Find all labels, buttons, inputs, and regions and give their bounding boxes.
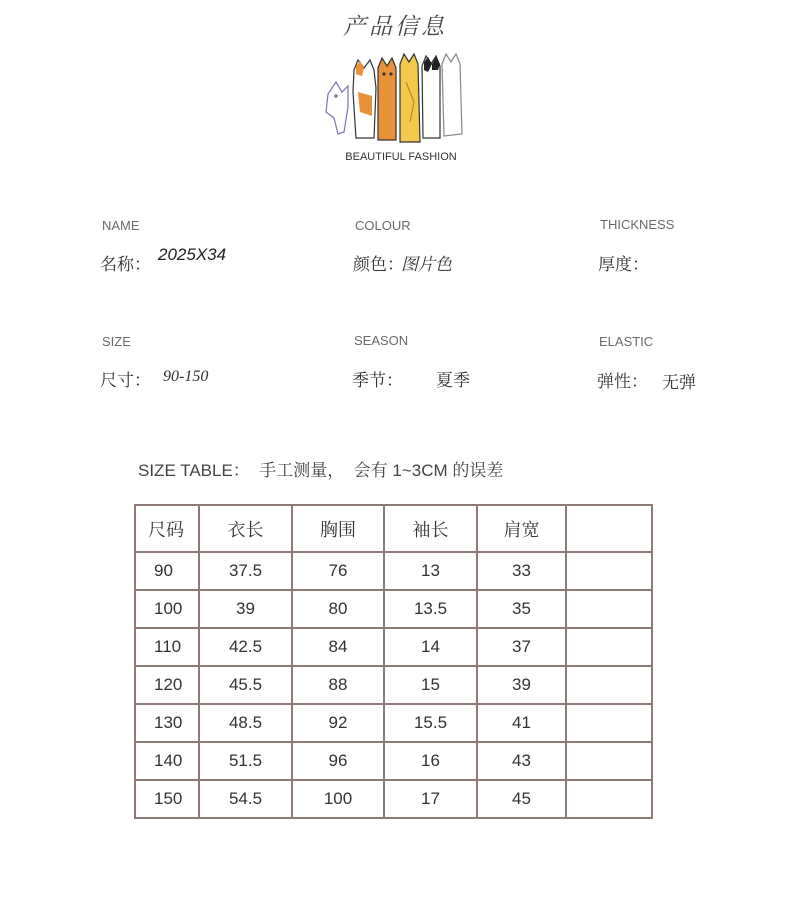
table-cell [566, 628, 652, 666]
size-value: 90-150 [163, 368, 209, 385]
size-table-heading: SIZE TABLE： 手工测量， 会有 1~3CM 的误差 [138, 461, 504, 480]
table-row [135, 742, 652, 780]
table-cell: 80 [292, 590, 384, 628]
table-cell: 92 [292, 704, 384, 742]
size-table [134, 504, 653, 819]
table-cell: 41 [477, 704, 566, 742]
colour-value: 图片色 [401, 255, 452, 275]
table-cell: 54.5 [199, 780, 292, 818]
season-en-label: SEASON [354, 333, 409, 348]
table-cell [566, 552, 652, 590]
column-header: 肩宽 [477, 505, 566, 552]
table-cell [566, 666, 652, 704]
name-label: 名称： [100, 255, 151, 275]
table-cell: 110 [135, 628, 199, 666]
name-value: 2025X34 [158, 245, 227, 264]
table-row [135, 666, 652, 704]
brand-logo-text: BEAUTIFUL FASHION [345, 151, 457, 163]
table-cell [566, 780, 652, 818]
table-cell: 15 [384, 666, 477, 704]
table-cell: 96 [292, 742, 384, 780]
table-cell: 39 [477, 666, 566, 704]
table-cell: 35 [477, 590, 566, 628]
size-label: 尺寸： [100, 371, 151, 391]
name-en-label: NAME [102, 218, 140, 233]
table-cell [566, 704, 652, 742]
table-cell: 13 [384, 552, 477, 590]
table-row [135, 552, 652, 590]
table-cell: 48.5 [199, 704, 292, 742]
table-cell: 39 [199, 590, 292, 628]
table-cell: 130 [135, 704, 199, 742]
elastic-en-label: ELASTIC [599, 334, 654, 349]
page-title: 产品信息 [343, 14, 447, 40]
elastic-label: 弹性： [597, 372, 648, 392]
table-cell: 37.5 [199, 552, 292, 590]
column-header: 袖长 [384, 505, 477, 552]
table-cell: 14 [384, 628, 477, 666]
column-header: 胸围 [292, 505, 384, 552]
table-cell: 84 [292, 628, 384, 666]
table-cell: 140 [135, 742, 199, 780]
table-cell: 42.5 [199, 628, 292, 666]
table-cell [566, 590, 652, 628]
table-cell: 45 [477, 780, 566, 818]
table-cell: 100 [292, 780, 384, 818]
table-cell: 88 [292, 666, 384, 704]
table-row [135, 628, 652, 666]
column-header: 衣长 [199, 505, 292, 552]
table-header-row [135, 505, 652, 552]
table-cell: 100 [135, 590, 199, 628]
table-cell: 33 [477, 552, 566, 590]
colour-en-label: COLOUR [355, 218, 411, 233]
table-cell: 13.5 [384, 590, 477, 628]
table-cell: 150 [135, 780, 199, 818]
table-cell: 16 [384, 742, 477, 780]
table-row [135, 780, 652, 818]
table-cell: 120 [135, 666, 199, 704]
table-cell [566, 742, 652, 780]
table-row [135, 704, 652, 742]
table-cell: 51.5 [199, 742, 292, 780]
table-cell: 43 [477, 742, 566, 780]
table-cell: 76 [292, 552, 384, 590]
column-header [566, 505, 652, 552]
season-label: 季节： [352, 371, 403, 391]
table-cell: 45.5 [199, 666, 292, 704]
elastic-value: 无弹 [662, 373, 696, 393]
thickness-label: 厚度： [598, 255, 649, 275]
season-value: 夏季 [436, 371, 470, 391]
thickness-en-label: THICKNESS [600, 217, 675, 232]
table-row [135, 590, 652, 628]
colour-label: 颜色： [353, 255, 404, 275]
column-header: 尺码 [135, 505, 199, 552]
table-cell: 90 [135, 552, 199, 590]
table-cell: 17 [384, 780, 477, 818]
table-cell: 15.5 [384, 704, 477, 742]
size-en-label: SIZE [102, 334, 131, 349]
table-cell: 37 [477, 628, 566, 666]
